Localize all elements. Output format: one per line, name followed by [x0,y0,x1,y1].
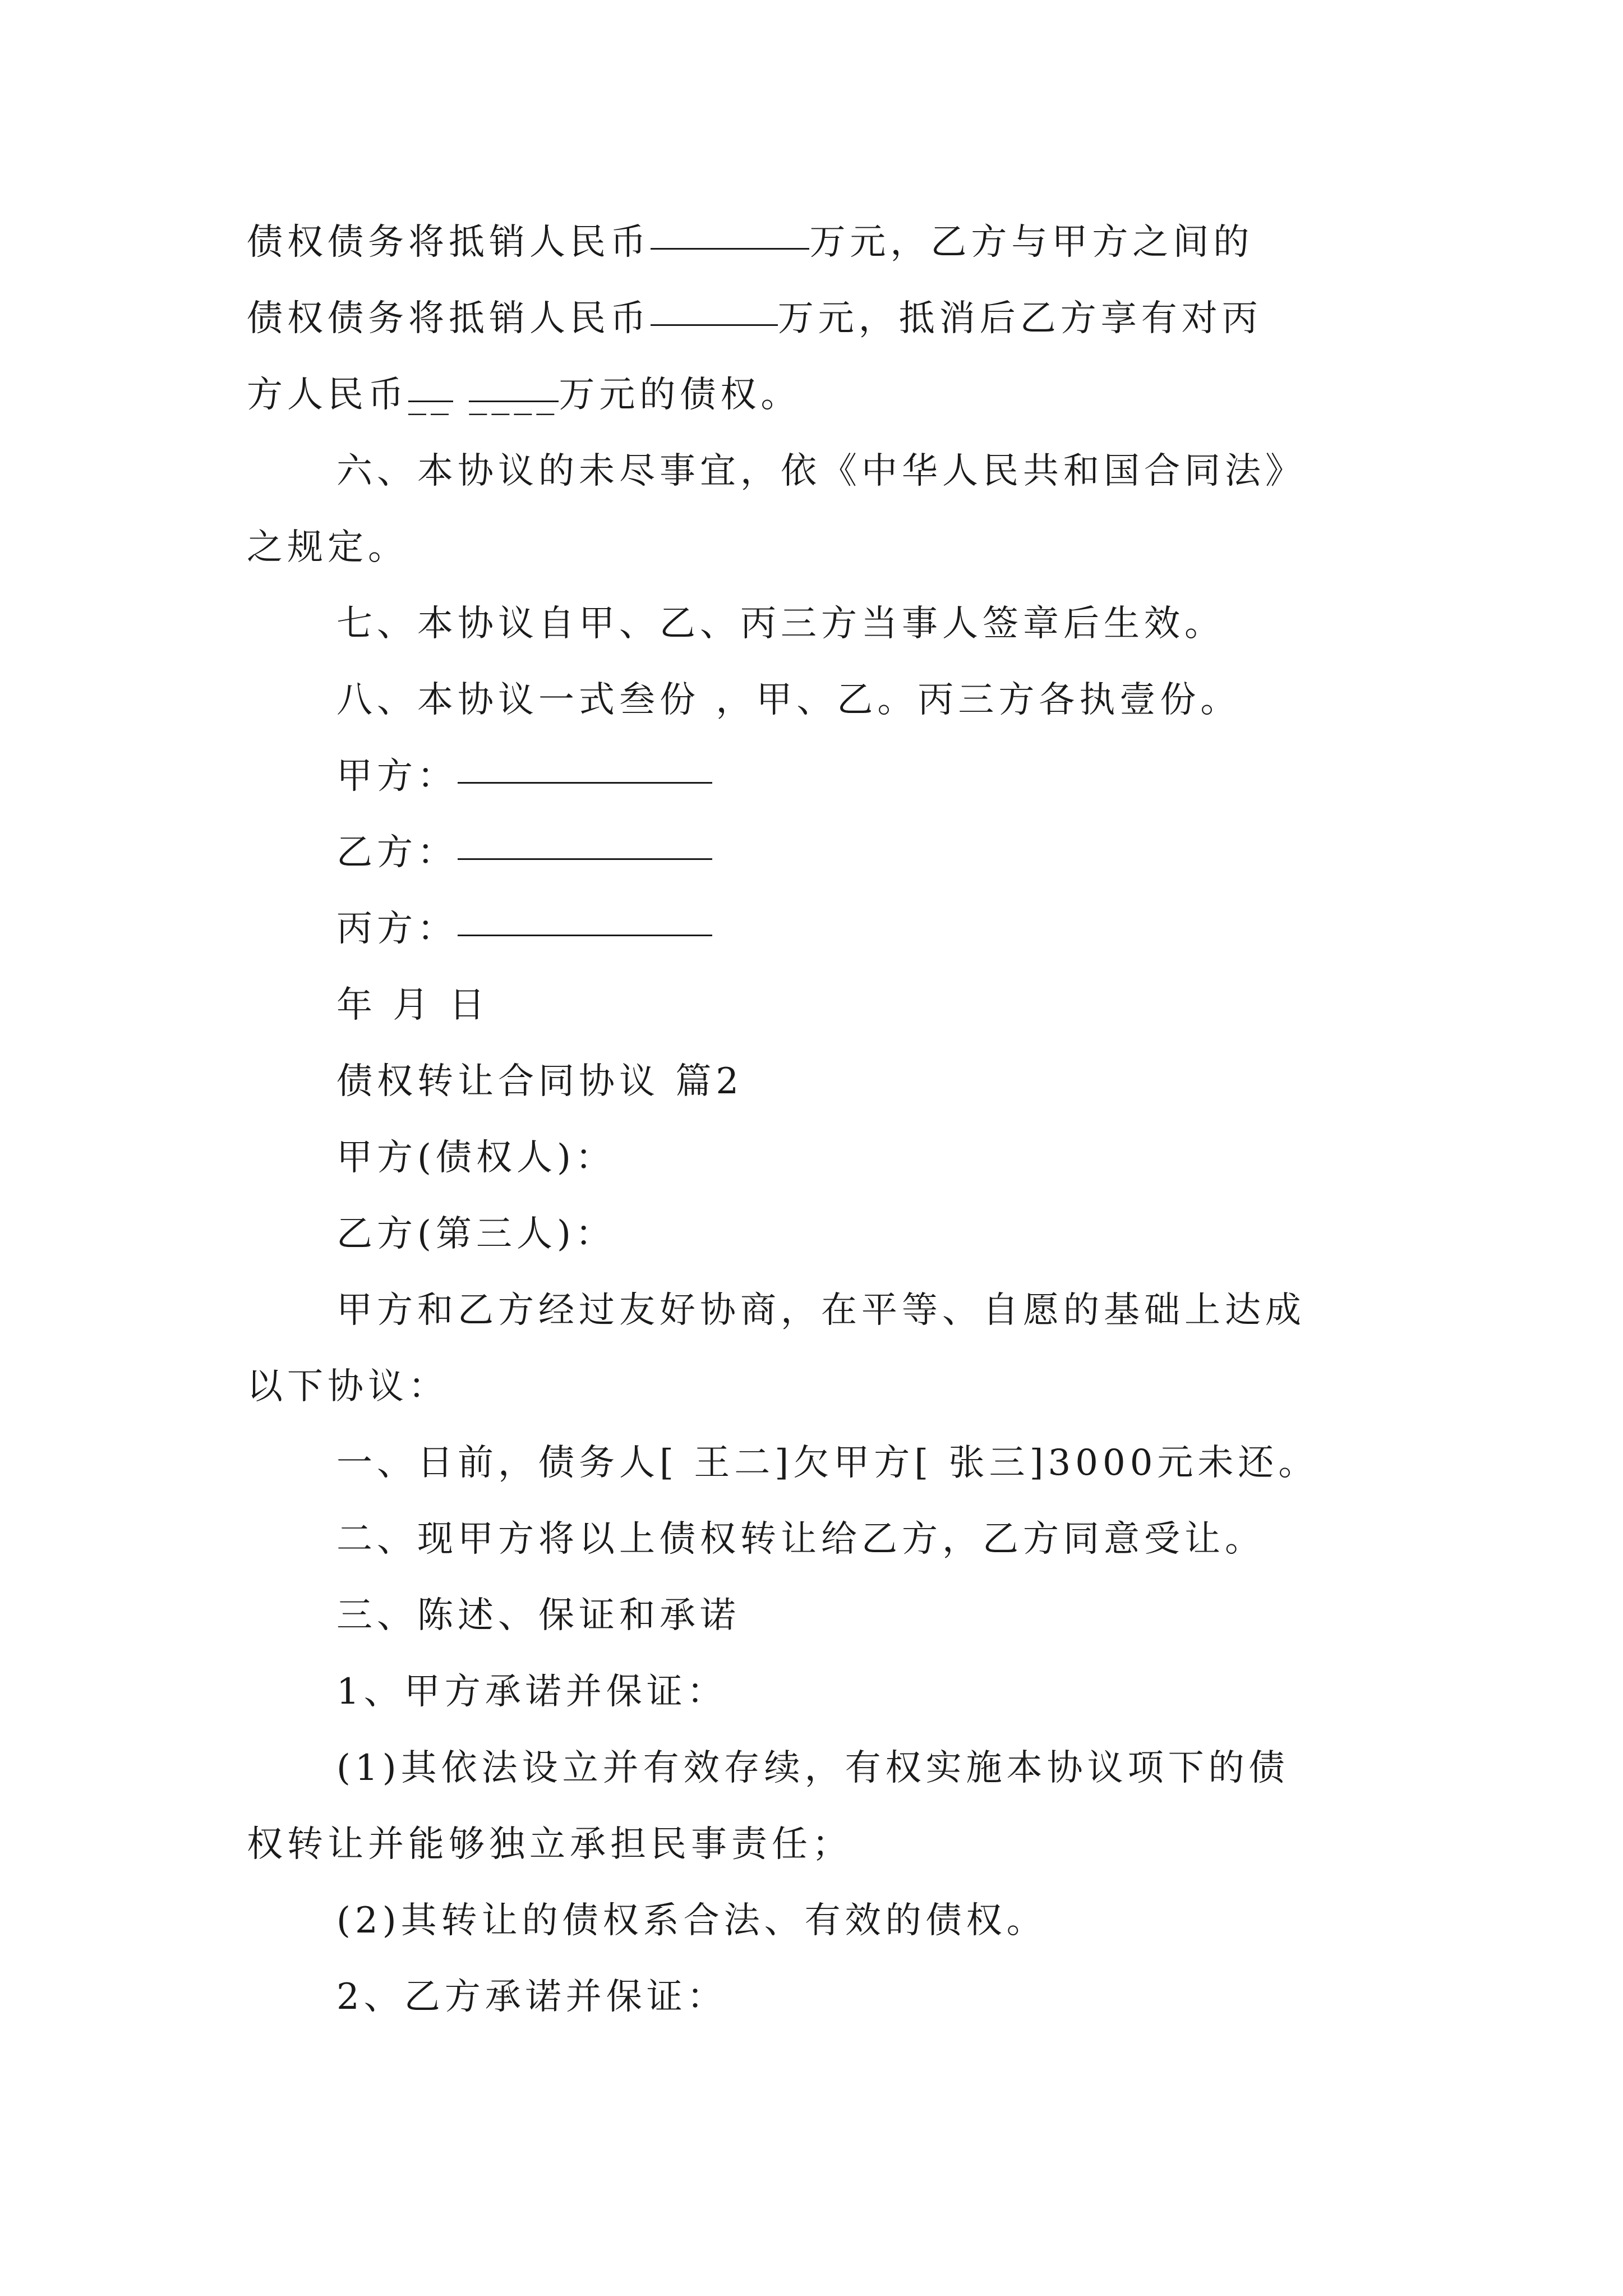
paragraph [336,590,1225,657]
text-run: 年 月 日 [336,984,490,1026]
text-run: (1)其依法设立并有效存续，有权实施本协议项下的债 [336,1747,1289,1789]
text-run: 债权债务将抵销人民币 [247,222,651,263]
fill-in-blank [458,743,712,784]
paragraph [336,1200,616,1268]
signature-line-party-b [336,819,712,886]
fill-in-blank: ____ [469,361,559,402]
paragraph [247,1811,852,1878]
paragraph [247,285,1262,352]
text-run: 八、本协议一式叁份 ，甲、乙。丙三方各执壹份。 [336,679,1241,721]
text-run: 乙方： [336,832,458,873]
date-line [336,972,490,1039]
section-title [336,1048,743,1115]
text-run: 丙方： [336,908,458,950]
signature-line-party-c [336,895,712,963]
paragraph [247,209,1253,276]
paragraph [336,438,1306,505]
paragraph [336,1506,1265,1573]
text-run: 万元，抵消后乙方享有对丙 [777,298,1262,339]
text-run: 甲方(债权人)： [336,1137,616,1179]
paragraph [336,1887,1047,1954]
text-run: 乙方(第三人)： [336,1213,616,1255]
text-run: 七、本协议自甲、乙、丙三方当事人签章后生效。 [336,603,1225,645]
paragraph [247,514,408,581]
text-run: 债权债务将抵销人民币 [247,298,651,339]
text-run: 之规定。 [247,527,408,568]
text-run: 方人民币 [247,374,408,416]
paragraph [336,1429,1318,1497]
text-run: 三、陈述、保证和承诺 [336,1595,740,1636]
fill-in-blank [651,209,809,250]
text-run: 债权转让合同协议 篇2 [336,1061,744,1102]
fill-in-blank [651,285,778,326]
paragraph [247,1353,449,1420]
paragraph [336,1277,1306,1344]
text-run: 1、甲方承诺并保证： [336,1671,727,1713]
text-run: 一、日前，债务人[ 王二]欠甲方[ 张三]3000元未还。 [336,1442,1319,1484]
text-run [453,374,469,416]
fill-in-blank [458,819,712,860]
text-run: 万元，乙方与甲方之间的 [809,222,1254,263]
paragraph [336,1582,740,1649]
fill-in-blank: __ [408,361,453,402]
text-run: 万元的债权。 [559,374,801,416]
paragraph [336,1124,616,1191]
paragraph [247,361,801,429]
fill-in-blank [458,895,712,936]
document-page [247,0,1424,2296]
paragraph [336,666,1241,734]
signature-line-party-a [336,743,712,810]
text-run: 2、乙方承诺并保证： [336,1976,727,2018]
text-run: 甲方和乙方经过友好协商，在平等、自愿的基础上达成 [336,1290,1306,1331]
text-run: (2)其转让的债权系合法、有效的债权。 [336,1900,1047,1941]
text-run: 权转让并能够独立承担民事责任； [247,1824,852,1865]
paragraph [336,1963,727,2031]
text-run: 六、本协议的未尽事宜，依《中华人民共和国合同法》 [336,450,1306,492]
text-run: 以下协议： [247,1366,449,1407]
paragraph [336,1734,1289,1802]
paragraph [336,1658,727,1726]
text-run: 甲方： [336,756,458,797]
text-run: 二、现甲方将以上债权转让给乙方，乙方同意受让。 [336,1519,1265,1560]
